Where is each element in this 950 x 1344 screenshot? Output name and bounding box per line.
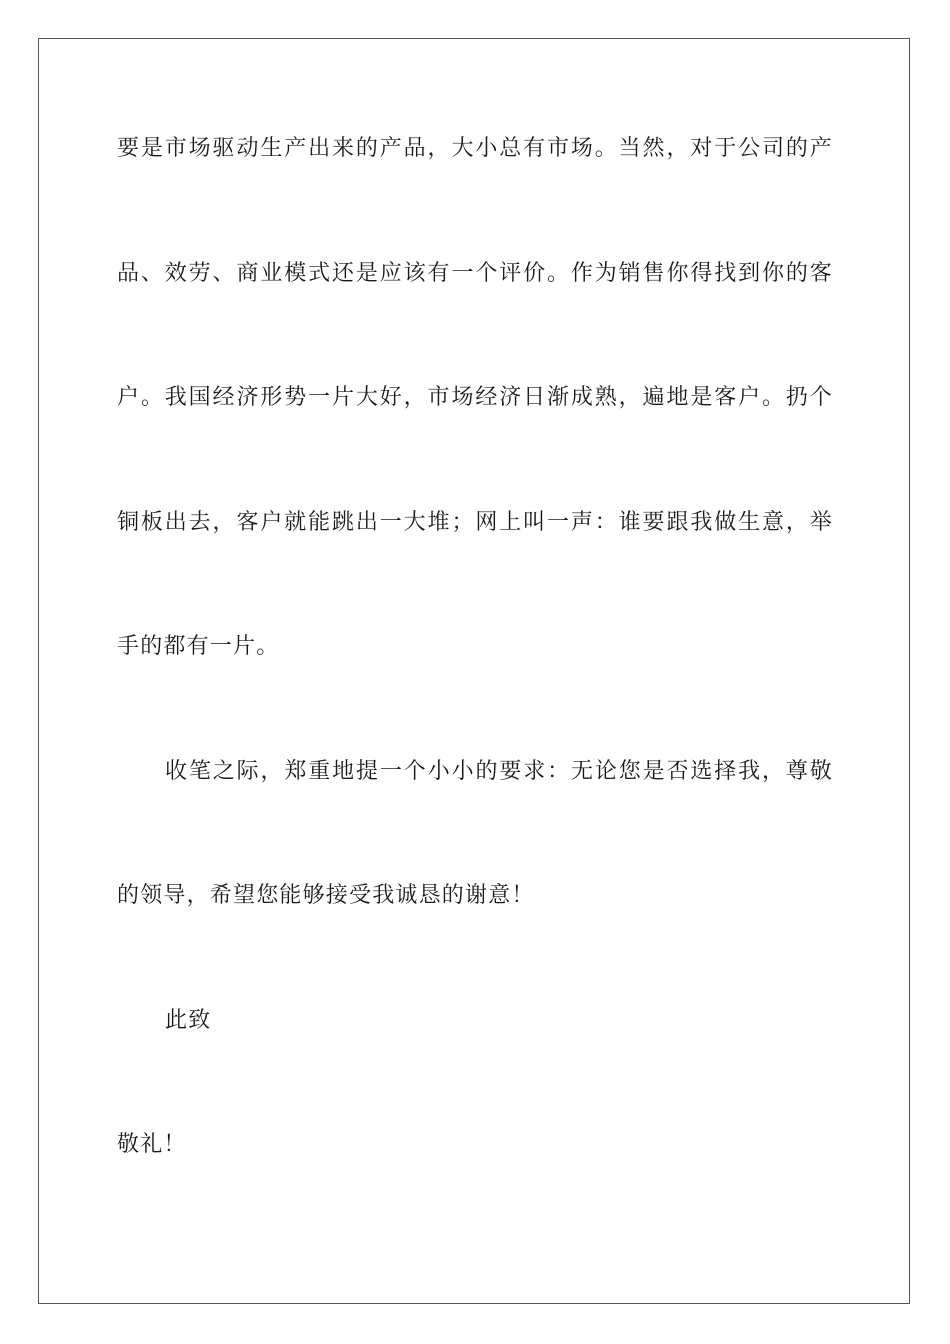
text-line-1: 要是市场驱动生产出来的产品，大小总有市场。当然，对于公司的产: [117, 136, 833, 161]
page-frame: [38, 38, 910, 1304]
text-line-5: 手的都有一片。: [117, 634, 280, 659]
closing-salutation: 此致: [165, 1008, 212, 1033]
text-line-7: 的领导，希望您能够接受我诚恳的谢意！: [117, 883, 535, 908]
text-line-6: 收笔之际，郑重地提一个小小的要求：无论您是否选择我，尊敬: [165, 759, 833, 784]
text-line-2: 品、效劳、商业模式还是应该有一个评价。作为销售你得找到你的客: [117, 261, 833, 286]
text-line-4: 铜板出去，客户就能跳出一大堆；网上叫一声：谁要跟我做生意，举: [117, 510, 833, 535]
closing-regards: 敬礼！: [117, 1132, 187, 1157]
text-line-3: 户。我国经济形势一片大好，市场经济日渐成熟，遍地是客户。扔个: [117, 385, 833, 410]
